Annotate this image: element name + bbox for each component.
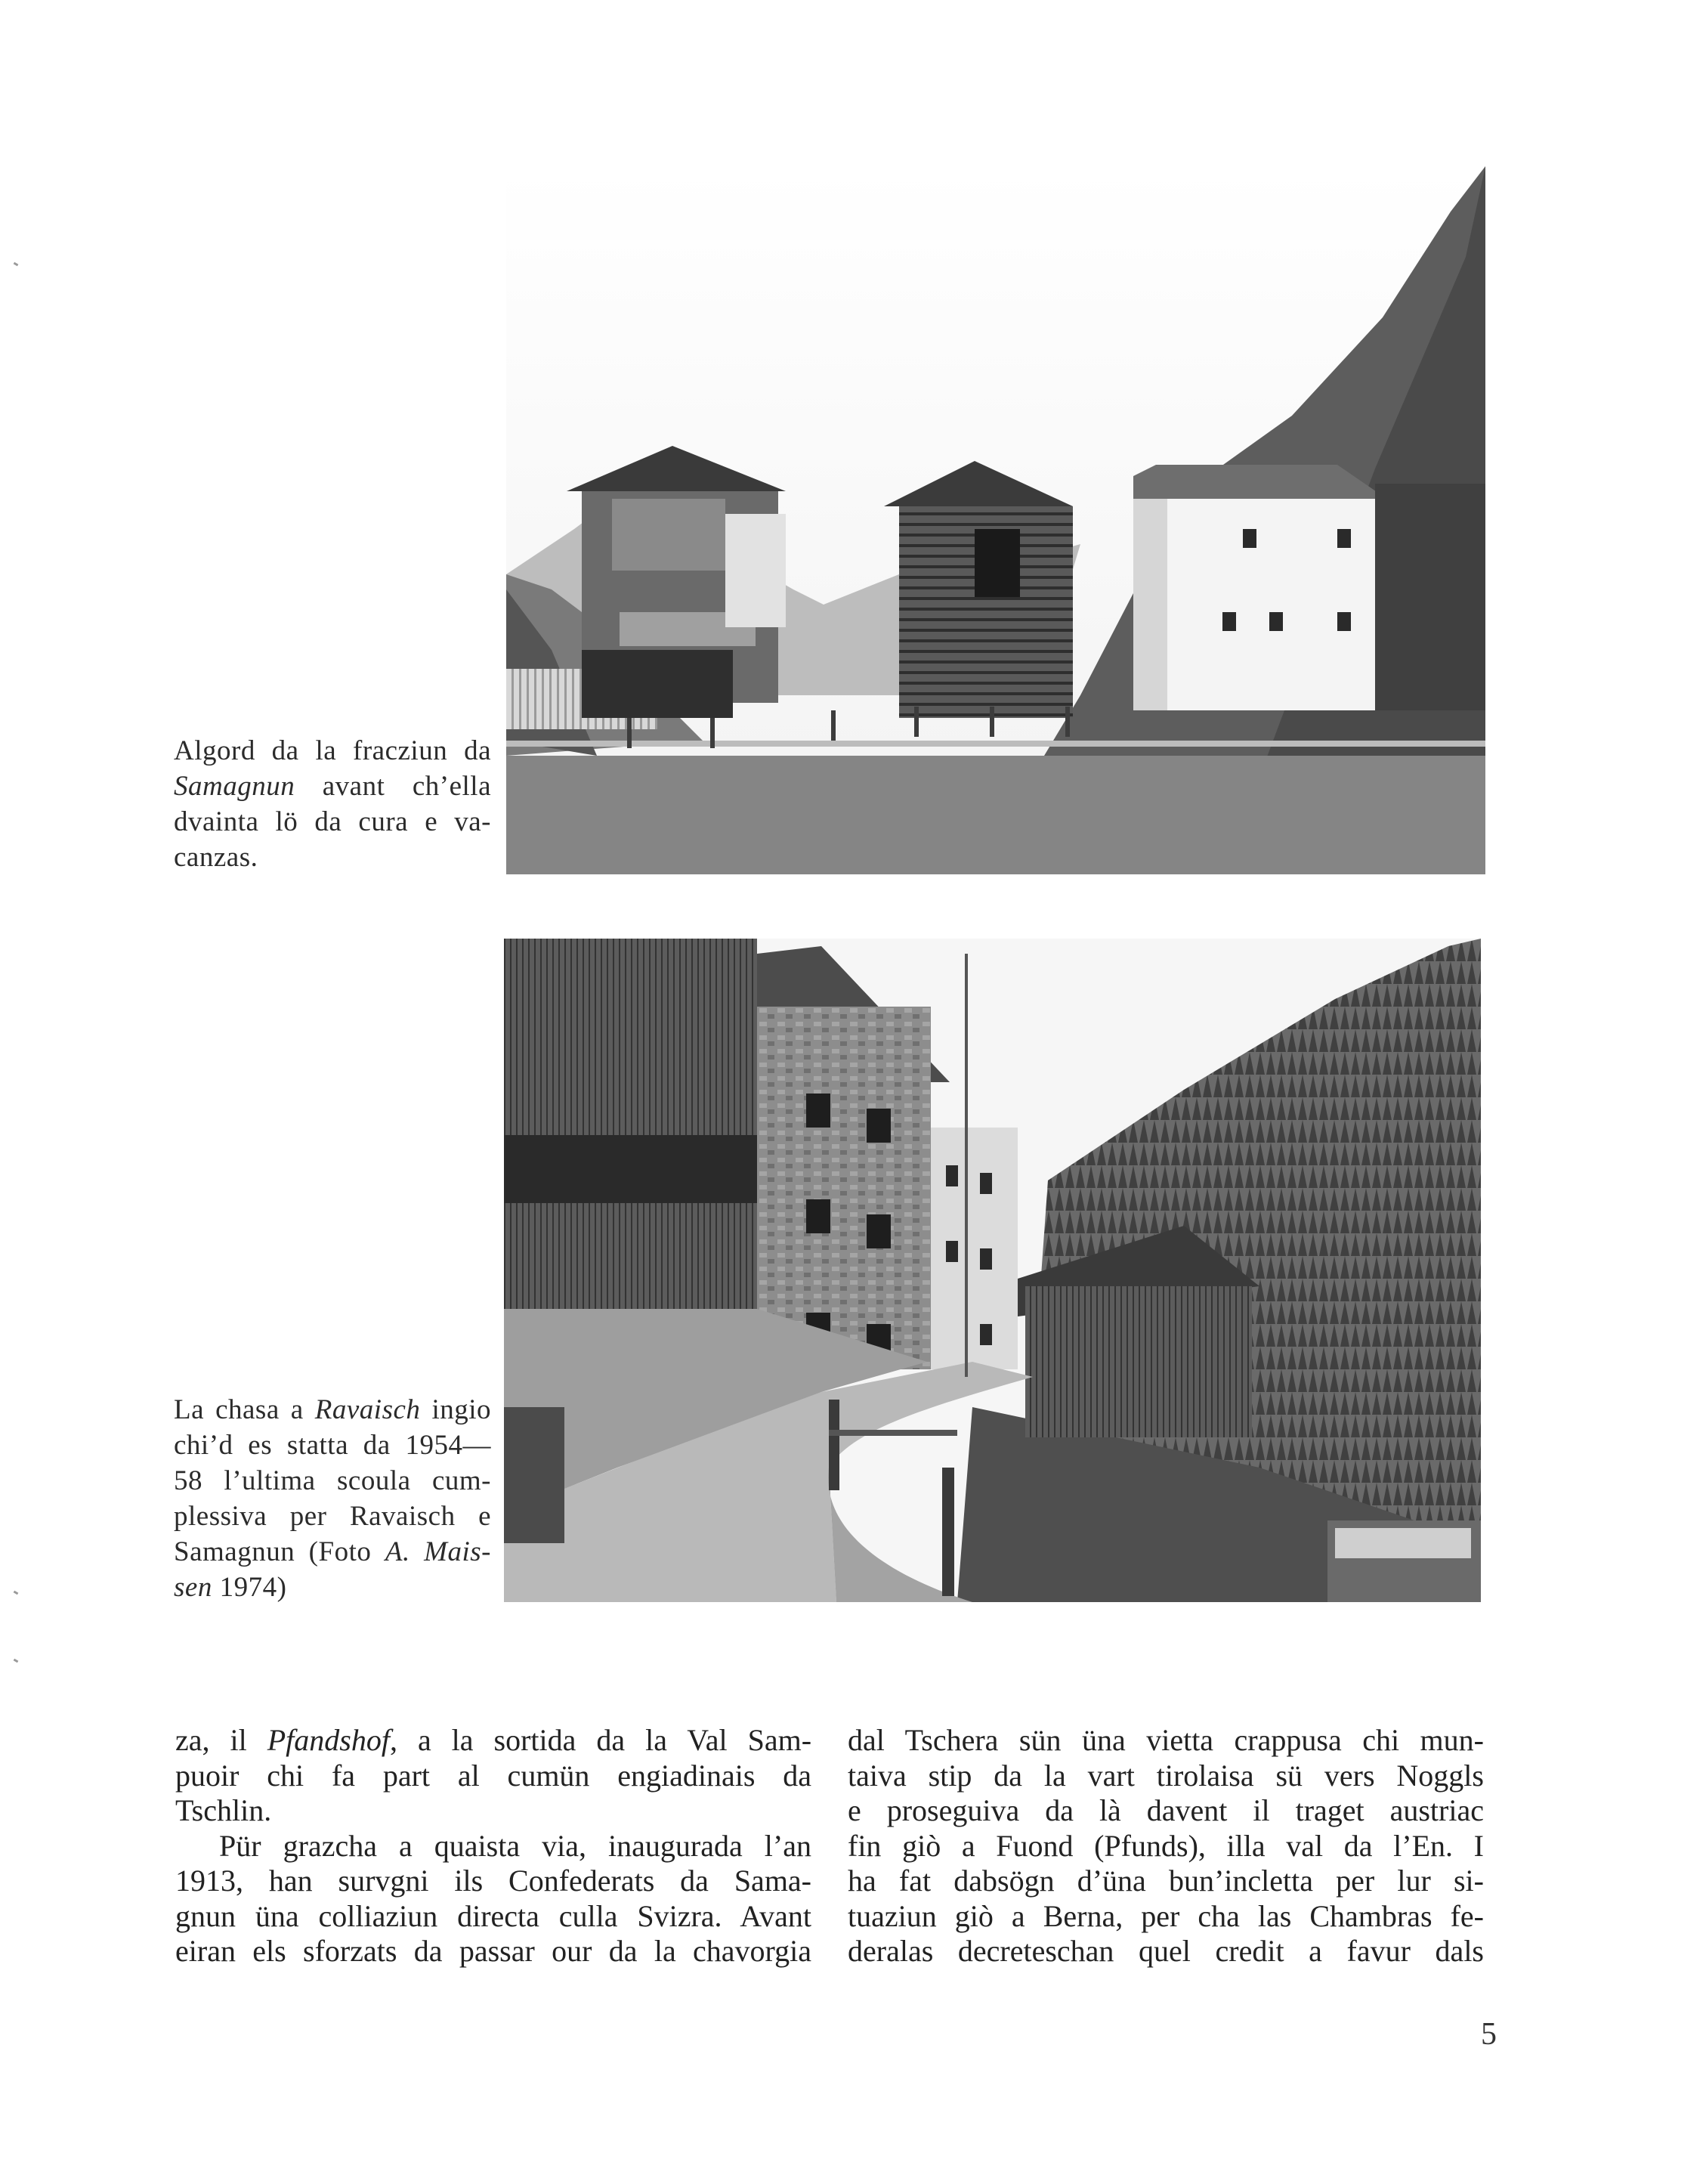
- caption-line: La chasa a Ravaisch ingio: [174, 1394, 491, 1425]
- figure-caption-2: [174, 1392, 491, 1605]
- body-column-left: [175, 1723, 811, 1969]
- caption-line: chi’d es statta da 1954—: [174, 1430, 491, 1461]
- caption-line: plessiva per Ravaisch e: [174, 1501, 491, 1532]
- caption-line: sen 1974): [174, 1572, 287, 1603]
- body-line: ha fat dabsögn d’üna bun’incletta per lur si-: [848, 1864, 1484, 1898]
- body-line: fin giò a Fuond (Pfunds), illa val da l’En. I: [848, 1828, 1484, 1863]
- body-line-paragraph-start: Pür grazcha a quaista via, inaugurada l’an: [219, 1828, 811, 1863]
- body-line: dal Tschera sün üna vietta crappusa chi mun-: [848, 1723, 1484, 1757]
- body-line: deralas decreteschan quel credit a favur dals: [848, 1934, 1484, 1968]
- caption-line: dvainta lö da cura e va-: [174, 806, 491, 837]
- caption-line: Algord da la fracziun da: [174, 735, 491, 766]
- stone-house: [757, 1007, 931, 1369]
- photo-ravaisch-image: [504, 939, 1481, 1602]
- body-line: tuaziun giò a Berna, per cha las Chambras fe-: [848, 1898, 1484, 1933]
- wooden-building: [504, 939, 757, 1309]
- body-line: 1913, han survgni ils Confederats da Sama-: [175, 1864, 811, 1898]
- figure-caption-1: [174, 733, 491, 875]
- photo-samagnun-image: [506, 166, 1485, 874]
- body-line: taiva stip da la vart tirolaisa sü vers Noggls: [848, 1758, 1484, 1793]
- barn: [1025, 1286, 1252, 1437]
- body-column-right: [848, 1723, 1484, 1969]
- scan-speck: [14, 1591, 19, 1595]
- photo-ravaisch-school: [504, 939, 1481, 1602]
- caption-line: Samagnun avant ch’ella: [174, 771, 491, 802]
- body-line: e proseguiva da là davent il traget austriac: [848, 1793, 1484, 1827]
- caption-line: canzas.: [174, 842, 258, 873]
- photo-samagnun-hamlet: [506, 166, 1485, 874]
- scan-speck: [14, 1659, 19, 1663]
- caption-line: 58 l’ultima scoula cum-: [174, 1465, 491, 1496]
- scan-speck: [14, 262, 19, 267]
- caption-line: Samagnun (Foto A. Mais-: [174, 1536, 491, 1567]
- body-line: eiran els sforzats da passar our da la chavorgia: [175, 1934, 811, 1968]
- caption-italic: Samagnun: [174, 771, 295, 802]
- body-line: Tschlin.: [175, 1793, 272, 1827]
- body-line: puoir chi fa part al cumün engiadinais da: [175, 1758, 811, 1793]
- page-number: 5: [1481, 2017, 1497, 2052]
- body-line: za, il Pfandshof, a la sortida da la Val Sam-: [175, 1723, 812, 1757]
- body-line: gnun üna colliaziun directa culla Svizra. Avant: [175, 1898, 811, 1933]
- road: [506, 756, 1485, 874]
